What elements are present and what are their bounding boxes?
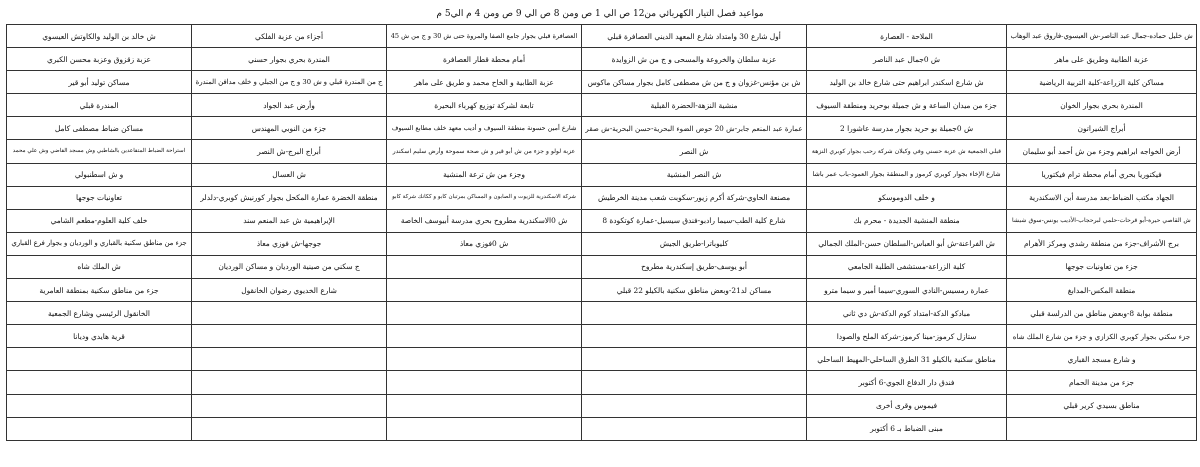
table-cell: منطقة المكس-المدابغ: [1007, 279, 1197, 302]
table-cell: منطقة بوابة 8-وبعض مناطق من الدرلسة قبلي: [1007, 302, 1197, 325]
table-cell: فيكتوريا بحري أمام محطة ترام فيكتوريا: [1007, 163, 1197, 186]
table-cell: [582, 325, 807, 348]
table-row: [7, 348, 1197, 371]
table-row: [7, 186, 1197, 209]
table-cell: قرية هايدي وديانا: [7, 325, 192, 348]
table-cell: شارع أمين حسونة منطقة السيوف و أديب معهد خلف مطابع السيوف: [387, 117, 582, 140]
table-cell: [7, 348, 192, 371]
table-row: [7, 302, 1197, 325]
table-cell: ش خليل حماده-جمال عبد الناصر-ش العيسوي-فاروق عبد الوهاب: [1007, 25, 1197, 48]
table-cell: ش النصر المنشية: [582, 163, 807, 186]
table-cell: [387, 255, 582, 278]
table-cell: ج سكني من صينية الورديان و مساكن الورديان: [192, 255, 387, 278]
table-cell: ش 0جمال عبد الناصر: [807, 48, 1007, 71]
table-cell: جزء سكني بجوار كوبري الكزازي و جزء من شارع الملك شاه: [1007, 325, 1197, 348]
table-cell: شارع كلية الطب-سيما رادبو-فندق سيسيل-عمارة كوتكودة 8: [582, 209, 807, 232]
table-cell: ش القاصي حيرة-أبو قرحات-حلمي لبرحجاب-الأديب يونس-سوق شيشا: [1007, 209, 1197, 232]
table-row: [7, 94, 1197, 117]
table-cell: وجزء من ش ترعة المنشية: [387, 163, 582, 186]
table-row: [7, 71, 1197, 94]
table-cell: أرض الخواجه ابراهيم وجزء من ش أحمد أبو سليمان: [1007, 140, 1197, 163]
table-row: [7, 140, 1197, 163]
table-row: [7, 48, 1197, 71]
table-cell: عزبة زقزوق وعزبة محسن الكبري: [7, 48, 192, 71]
table-cell: ش شارع اسكندر ابراهيم حتى شارع خالد بن الوليد: [807, 71, 1007, 94]
table-cell: الجهاد مكتب الضباط-بعد مدرسة أبن الاسكندرية: [1007, 186, 1197, 209]
table-cell: [7, 394, 192, 417]
table-cell: عمارة عبد المنعم جابر-ش 20 حوض الضوء البحرية-حسن البحرية-ش صقر: [582, 117, 807, 140]
table-cell: عمارة رمسيس-النادي السوري-سيما أمير و سيما مترو: [807, 279, 1007, 302]
table-cell: [387, 371, 582, 394]
table-cell: كليوباترا-طريق الجيش: [582, 232, 807, 255]
table-cell: [582, 371, 807, 394]
table-row: [7, 209, 1197, 232]
table-cell: شارع الخديوي رضوان الخانقول: [192, 279, 387, 302]
table-cell: برج الأشراف-جزء من منطقة رشدي ومركز الأهرام: [1007, 232, 1197, 255]
table-cell: [387, 302, 582, 325]
table-cell: العصافرة قبلي بجوار جامع الصفا والمروة حتى ش 30 و ج من ش 45: [387, 25, 582, 48]
table-cell: المندرة قبلي: [7, 94, 192, 117]
table-cell: شارع الإخاء بجوار كوبري كرموز و المنطقة بجوار العمود-باب عمر باشا: [807, 163, 1007, 186]
table-cell: الخانقول الرئيسي وشارع الجمعية: [7, 302, 192, 325]
table-cell: مبنى الضباط بـ 6 أكتوبر: [807, 417, 1007, 440]
table-cell: ستازل كرموز-مينا كرموز-شركة الملح والصودا: [807, 325, 1007, 348]
table-cell: و شارع مسجد القباري: [1007, 348, 1197, 371]
table-cell: [192, 325, 387, 348]
table-cell: شركة الاسكندرية للزيوت و الصابون و المساكن بمرتبان كابو و ككانك شركة كابو: [387, 186, 582, 209]
table-cell: ش الملك شاه: [7, 255, 192, 278]
table-cell: تعاونيات جوجها: [7, 186, 192, 209]
table-cell: ج من المندرة قبلي و ش 30 و ج من الجبلي و خلف مدافن المندرة: [192, 71, 387, 94]
table-cell: عزبة الطابية وطريق على ماهر: [1007, 48, 1197, 71]
table-row: [7, 255, 1197, 278]
table-cell: [192, 348, 387, 371]
table-row: [7, 371, 1197, 394]
table-row: [7, 25, 1197, 48]
table-cell: خلف كلية العلوم-مطعم الشامي: [7, 209, 192, 232]
table-cell: [192, 417, 387, 440]
table-cell: و ش اسطنبولي: [7, 163, 192, 186]
table-cell: [387, 325, 582, 348]
table-cell: قبلي الجمعية ش عزبة حسني وفي وكيلان شركة رحب بجوار كوبري النزهة: [807, 140, 1007, 163]
table-cell: عزبة الطابية و الخاح محمد و طريق على ماهر: [387, 71, 582, 94]
table-cell: استراحة الضباط المتقاعدين بالشاطبي وش مسجد القاضي وش علي محمد: [7, 140, 192, 163]
table-cell: جزء من مناطق سكنية بالقباري و الورديان و بجوار فرع القباري: [7, 232, 192, 255]
table-cell: [387, 279, 582, 302]
table-cell: عزبة لولو و جزء من ش أبو قير و ش صحة سموحة وأرض سليم اسكندر: [387, 140, 582, 163]
table-cell: مساكن لد21-وبعض مناطق سكنية بالكيلو 22 قبلي: [582, 279, 807, 302]
table-cell: منطقة المنشية الجديدة - محرم بك: [807, 209, 1007, 232]
table-cell: جزء من مناطق سكنية بمنطقة العامرية: [7, 279, 192, 302]
table-cell: [192, 394, 387, 417]
table-row: [7, 394, 1197, 417]
table-row: [7, 232, 1197, 255]
table-row: [7, 163, 1197, 186]
table-cell: ش 0الاسكندرية مطروح بحري مدرسة أبيوسف الخاصة: [387, 209, 582, 232]
table-row: [7, 417, 1197, 440]
table-cell: مناطق بسيدي كرير قبلي: [1007, 394, 1197, 417]
table-cell: تابعة لشركة توزيع كهرباء البحيرة: [387, 94, 582, 117]
table-cell: مساكن كلية الزراعة-كلية التربية الرياضية: [1007, 71, 1197, 94]
table-cell: مساكن ضباط مصطفى كامل: [7, 117, 192, 140]
table-row: [7, 117, 1197, 140]
table-cell: وأرض عبد الجواد: [192, 94, 387, 117]
table-cell: ش خالد بن الوليد والكاوتش العيسوي: [7, 25, 192, 48]
table-cell: [582, 394, 807, 417]
table-cell: مساكن توليد أبو قير: [7, 71, 192, 94]
table-cell: ش 0فوزي معاذ: [387, 232, 582, 255]
table-cell: ش بن مؤنس-غزوان و ج من ش مصطفى كامل بجوار مساكن ماكوس: [582, 71, 807, 94]
table-cell: عزبة سلطان والخروعة والمسحى و ج من ش الزوايدة: [582, 48, 807, 71]
table-cell: كلية الزراعة-مستشفى الطلبة الجامعي: [807, 255, 1007, 278]
table-cell: ش العسال: [192, 163, 387, 186]
table-cell: أول شارع 30 وامتداد شارع المعهد الديني العصافرة قبلي: [582, 25, 807, 48]
table-cell: ش النصر: [582, 140, 807, 163]
table-cell: [582, 302, 807, 325]
table-cell: [387, 417, 582, 440]
table-cell: [7, 371, 192, 394]
table-cell: منشية النزهة-الحضرة القبلية: [582, 94, 807, 117]
table-cell: جزء من مدينة الحمام: [1007, 371, 1197, 394]
table-cell: مناطق سكنية بالكيلو 31 الطرق الساحلي-المهيط الساحلي: [807, 348, 1007, 371]
table-cell: [387, 348, 582, 371]
table-cell: الملاحة - العصارة: [807, 25, 1007, 48]
table-cell: المندرة بحري بجوار الخوان: [1007, 94, 1197, 117]
table-cell: أجزاء من عزبة الفلكي: [192, 25, 387, 48]
table-cell: جوجها-ش فوزي معاذ: [192, 232, 387, 255]
table-cell: [192, 371, 387, 394]
page-title: مواعيد فصل التيار الكهربائي من12 ص الي 1 ص ومن 8 ص الي 9 ص ومن 4 م الي5 م: [436, 9, 764, 19]
table-cell: [582, 417, 807, 440]
table-cell: المندرة بحري بجوار حسني: [192, 48, 387, 71]
table-cell: مبادكو الدكة-امتداد كوم الدكة-ش دي ثاني: [807, 302, 1007, 325]
table-cell: أبراج البرج-ش النصر: [192, 140, 387, 163]
table-cell: جزء من ميدان الساعة و ش جميلة بوحريد ومنطقة السيوف: [807, 94, 1007, 117]
table-cell: أبو يوسف-طريق إسكندرية مطروح: [582, 255, 807, 278]
table-cell: [192, 302, 387, 325]
schedule-table: [6, 24, 1197, 441]
table-cell: جزء من تعاونيات جوجها: [1007, 255, 1197, 278]
table-cell: جزء من النوبي المهندس: [192, 117, 387, 140]
table-cell: و خلف الدوموسكو: [807, 186, 1007, 209]
table-row: [7, 279, 1197, 302]
table-row: [7, 325, 1197, 348]
table-cell: أبراج الشيراتون: [1007, 117, 1197, 140]
table-cell: منطقة الخضرة عمارة المكحل بجوار كورنيش كوبري-دلدلر: [192, 186, 387, 209]
table-cell: [582, 348, 807, 371]
schedule-table-body: [7, 25, 1197, 441]
table-cell: [387, 394, 582, 417]
table-cell: [7, 417, 192, 440]
table-cell: ش 0جميلة بو حريد بجوار مدرسة عاشورا 2: [807, 117, 1007, 140]
table-cell: مصنعة الحاوي-شركة أكرم زيور-سكوبت شعب مدينة الخرطيش: [582, 186, 807, 209]
table-cell: فيموس وقرى أخرى: [807, 394, 1007, 417]
table-cell: ش الفراعنة-ش أبو العباس-السلطان حسن-الملك الجمالي: [807, 232, 1007, 255]
table-cell: [1007, 417, 1197, 440]
table-cell: الإبراهيمية ش عبد المنعم سند: [192, 209, 387, 232]
table-cell: أمام محطة قطار العصافرة: [387, 48, 582, 71]
table-cell: فندق دار الدفاع الجوي-6 أكتوبر: [807, 371, 1007, 394]
